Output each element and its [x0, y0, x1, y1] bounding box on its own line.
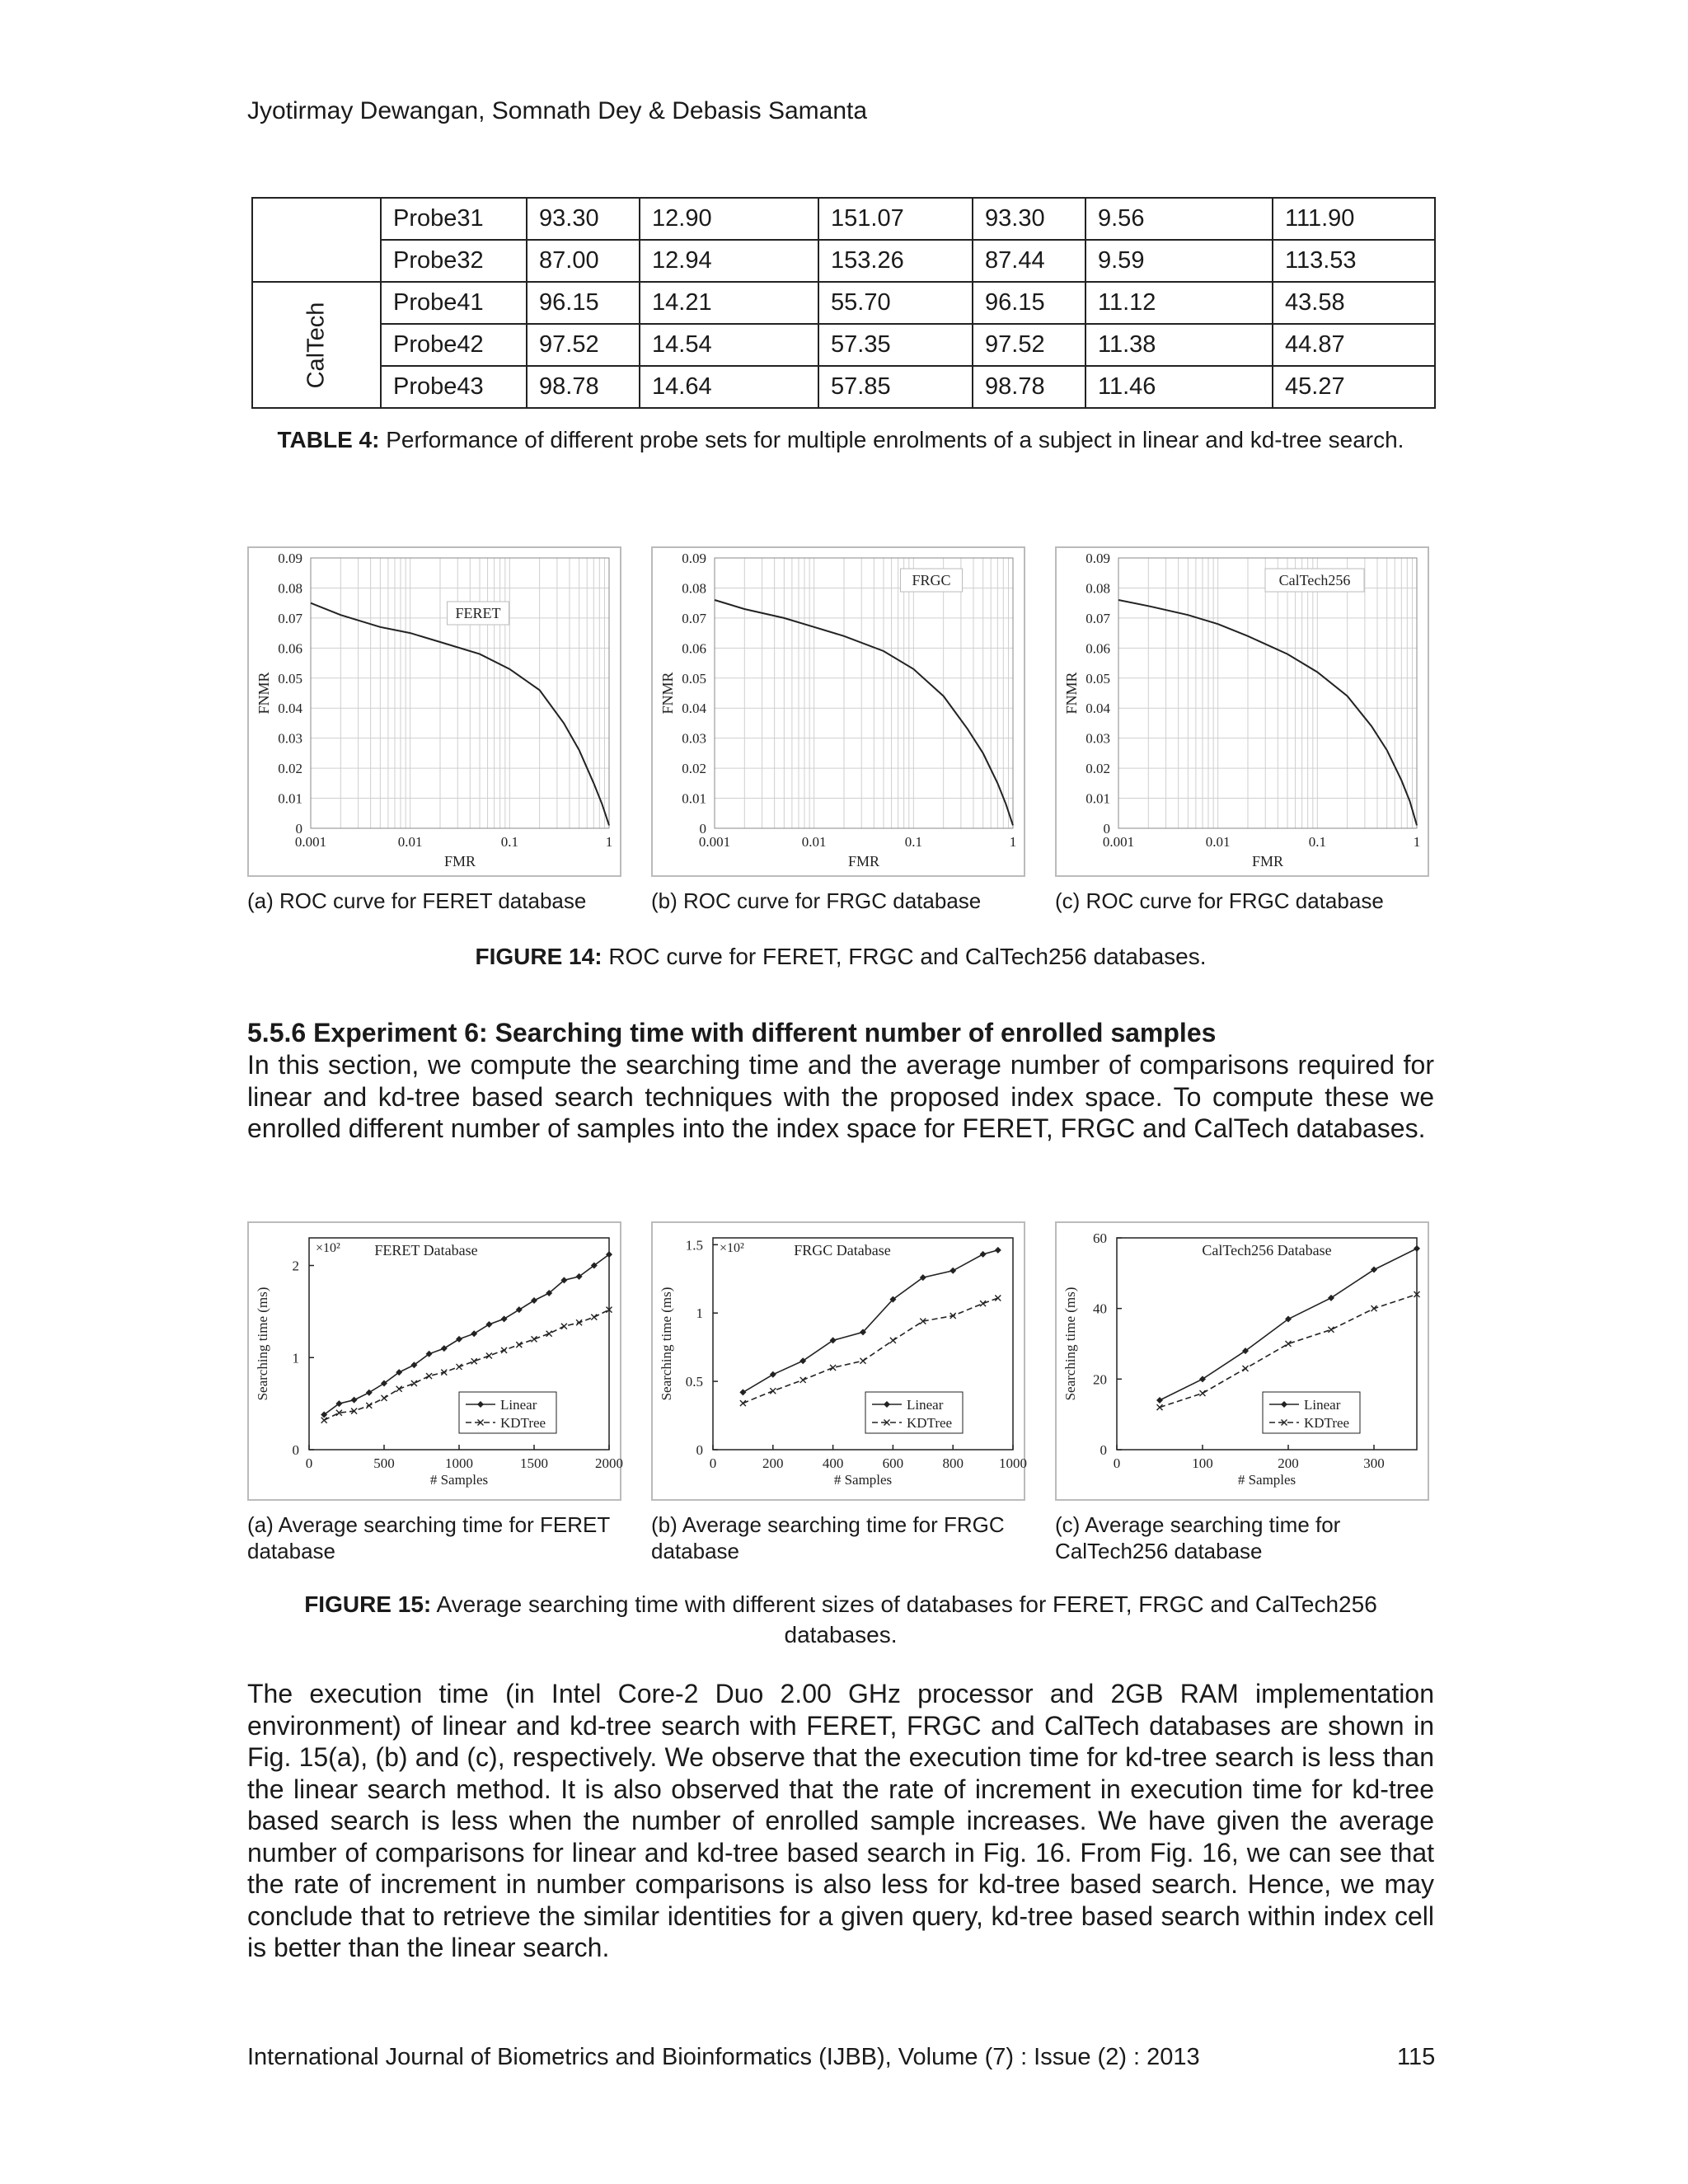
kdtree-point [411, 1380, 417, 1386]
y-tick-label: 20 [1093, 1371, 1107, 1388]
fig14-subcaption-b: (b) ROC curve for FRGC database [651, 888, 982, 913]
linear-point [531, 1297, 537, 1304]
roc-curve-line [1118, 600, 1417, 825]
figure15-caption-label: FIGURE 15: [304, 1591, 432, 1617]
section-heading: 5.5.6 Experiment 6: Searching time with different number of enrolled samples [247, 1018, 1217, 1047]
kdtree-point [501, 1347, 507, 1353]
y-tick-label: 0.05 [1085, 670, 1110, 687]
table-cell: 96.15 [527, 282, 640, 324]
y-tick-label: 0 [1100, 1442, 1107, 1458]
table-cell: Probe41 [381, 282, 527, 324]
fig15-subcaption-c: (c) Average searching time for CalTech256 database [1055, 1512, 1341, 1563]
linear-point [980, 1251, 987, 1258]
roc-chart-caltech [1055, 546, 1429, 877]
y-tick-label: 0.01 [1085, 790, 1110, 807]
table-cell: 97.52 [527, 324, 640, 366]
linear-point [456, 1336, 462, 1343]
y-tick-label: 0.01 [278, 790, 302, 807]
y-axis-label: Searching time (ms) [255, 1286, 270, 1401]
chart-title: CalTech256 [1278, 572, 1351, 588]
table-cell: 14.64 [640, 366, 818, 408]
table-cell: 55.70 [818, 282, 973, 324]
y-tick-label: 1 [292, 1350, 299, 1366]
linear-series-line [743, 1250, 997, 1393]
table-cell: Probe32 [381, 240, 527, 282]
y-tick-label: 0.06 [278, 640, 302, 657]
linear-point [1156, 1397, 1163, 1404]
table-row [252, 366, 1435, 408]
y-tick-label: 0.03 [682, 730, 706, 747]
x-tick-label: 800 [942, 1455, 964, 1471]
table-cell: 98.78 [527, 366, 640, 408]
kdtree-point [1329, 1327, 1334, 1333]
table-cell: 87.44 [973, 240, 1085, 282]
y-tick-label: 0.02 [1085, 761, 1110, 777]
table-cell: 12.94 [640, 240, 818, 282]
table-row [252, 282, 1435, 324]
x-tick-label: 0 [1113, 1455, 1121, 1471]
linear-point [516, 1306, 523, 1313]
x-tick-label: 1 [1009, 834, 1017, 850]
y-tick-label: 0.01 [682, 790, 706, 807]
table-cell: 11.38 [1085, 324, 1273, 366]
kdtree-point [591, 1315, 597, 1320]
table-cell: 93.30 [973, 198, 1085, 240]
kdtree-point [471, 1358, 477, 1364]
y-tick-label: 2 [292, 1258, 299, 1274]
y-tick-label: 1.5 [685, 1237, 703, 1254]
y-tick-label: 0 [292, 1442, 299, 1458]
x-tick-label: 1500 [520, 1455, 548, 1471]
kdtree-point [396, 1386, 402, 1392]
y-tick-label: 0.04 [1085, 701, 1110, 717]
kdtree-series-line [1160, 1295, 1417, 1408]
y-axis-label: Searching time (ms) [659, 1286, 674, 1401]
y-tick-label: 0.09 [1085, 551, 1110, 566]
y-axis-label: FNMR [1063, 672, 1080, 715]
kdtree-point [800, 1377, 806, 1383]
y-tick-label: 0.02 [682, 761, 706, 777]
roc-curve-line [715, 600, 1013, 825]
y-tick-label: 0 [295, 821, 302, 837]
legend-linear-label: Linear [1304, 1397, 1341, 1413]
fig15-subcaption-b: (b) Average searching time for FRGC database [651, 1512, 1005, 1563]
y-tick-label: 0.08 [1085, 580, 1110, 597]
legend-linear-label: Linear [907, 1397, 944, 1413]
table-group-cell-empty [252, 198, 381, 282]
kdtree-point [995, 1295, 1001, 1301]
kdtree-point [321, 1418, 327, 1423]
y-tick-label: 0.5 [685, 1374, 703, 1390]
table-cell: 96.15 [973, 282, 1085, 324]
kdtree-point [980, 1301, 986, 1306]
linear-point [739, 1389, 746, 1395]
y-tick-label: 0 [696, 1442, 703, 1458]
roc-chart-frgc [651, 546, 1025, 877]
roc-chart-feret [247, 546, 621, 877]
linear-point [441, 1345, 448, 1352]
plot-frame [1118, 558, 1417, 828]
kdtree-point [1243, 1366, 1249, 1371]
fig14-subcaption-c: (c) ROC curve for FRGC database [1055, 888, 1384, 913]
table-caption-label: TABLE 4: [277, 427, 380, 452]
plot-frame [713, 1238, 1013, 1450]
kdtree-point [860, 1358, 866, 1364]
x-tick-label: 2000 [595, 1455, 623, 1471]
x-tick-label: 0.01 [801, 834, 827, 850]
kdtree-point [830, 1365, 836, 1371]
table-cell: 153.26 [818, 240, 973, 282]
linear-series-line [1160, 1249, 1417, 1400]
table-cell: 9.56 [1085, 198, 1273, 240]
x-tick-label: 0.001 [698, 834, 731, 850]
y-tick-label: 0.03 [1085, 730, 1110, 747]
table-group-label: CalTech [302, 302, 330, 388]
y-tick-label: 40 [1093, 1301, 1107, 1317]
linear-point [351, 1397, 358, 1404]
y-axis-label: FNMR [659, 672, 676, 715]
kdtree-point [486, 1353, 492, 1359]
table-cell: Probe31 [381, 198, 527, 240]
figure15-caption-text: Average searching time with different sizes of databases for FERET, FRGC and CalTech256 databases. [436, 1591, 1377, 1647]
table-cell: 11.46 [1085, 366, 1273, 408]
table-row [252, 198, 1435, 240]
linear-point [366, 1390, 373, 1396]
time-chart-frgc [651, 1221, 1025, 1501]
y-tick-label: 0.02 [278, 761, 302, 777]
linear-series-line [324, 1254, 609, 1414]
y-tick-label: 0.05 [278, 670, 302, 687]
linear-point [950, 1268, 956, 1274]
table-row [252, 324, 1435, 366]
kdtree-point [426, 1373, 432, 1379]
table-cell: 93.30 [527, 198, 640, 240]
table-cell: 111.90 [1273, 198, 1435, 240]
kdtree-point [770, 1388, 776, 1394]
fig15-subcaption-a: (a) Average searching time for FERET database [247, 1512, 610, 1563]
running-header: Jyotirmay Dewangan, Somnath Dey & Debasis Samanta [247, 97, 868, 124]
linear-point [995, 1247, 1001, 1254]
legend-kdtree-label: KDTree [1304, 1415, 1350, 1431]
table-cell: 14.21 [640, 282, 818, 324]
table-cell: 97.52 [973, 324, 1085, 366]
kdtree-point [382, 1395, 387, 1401]
table-cell: 113.53 [1273, 240, 1435, 282]
x-tick-label: 100 [1192, 1455, 1213, 1471]
linear-point [1414, 1245, 1420, 1252]
table-cell: 43.58 [1273, 282, 1435, 324]
y-tick-label: 0.09 [682, 551, 706, 566]
time-chart-feret [247, 1221, 621, 1501]
x-tick-label: 0.01 [1205, 834, 1231, 850]
kdtree-point [457, 1364, 462, 1370]
table-cell: 11.12 [1085, 282, 1273, 324]
figure14-caption-label: FIGURE 14: [475, 944, 603, 969]
table-cell: 57.85 [818, 366, 973, 408]
roc-curve-line [311, 603, 609, 826]
table-cell: 14.54 [640, 324, 818, 366]
kdtree-point [546, 1331, 552, 1337]
x-tick-label: 0 [709, 1455, 717, 1471]
table-cell: Probe42 [381, 324, 527, 366]
linear-point [501, 1315, 508, 1322]
y-tick-label: 0.04 [682, 701, 706, 717]
y-axis-label: Searching time (ms) [1062, 1286, 1078, 1401]
y-tick-label: 0.08 [278, 580, 302, 597]
axis-multiplier: ×10² [316, 1241, 340, 1255]
linear-point [770, 1371, 776, 1378]
linear-point [485, 1321, 492, 1328]
y-tick-label: 1 [696, 1305, 703, 1322]
x-axis-label: # Samples [429, 1472, 489, 1488]
table-cell: 12.90 [640, 198, 818, 240]
y-tick-label: 0.06 [1085, 640, 1110, 657]
plot-frame [311, 558, 609, 828]
y-tick-label: 0.03 [278, 730, 302, 747]
chart-title: FRGC Database [794, 1242, 891, 1258]
table-cell: 87.00 [527, 240, 640, 282]
data-table [251, 197, 1436, 409]
kdtree-point [1200, 1390, 1206, 1396]
legend-kdtree-label: KDTree [500, 1415, 546, 1431]
x-axis-label: FMR [1251, 853, 1284, 869]
x-tick-label: 0 [305, 1455, 313, 1471]
figure15-caption [247, 1589, 1434, 1650]
x-axis-label: FMR [847, 853, 880, 869]
y-tick-label: 0.06 [682, 640, 706, 657]
x-tick-label: 0.1 [1308, 834, 1326, 850]
kdtree-point [516, 1342, 522, 1347]
table-cell: 151.07 [818, 198, 973, 240]
axis-multiplier: ×10² [720, 1241, 744, 1255]
y-tick-label: 0.08 [682, 580, 706, 597]
x-axis-label: # Samples [833, 1472, 893, 1488]
x-tick-label: 200 [1278, 1455, 1299, 1471]
kdtree-point [740, 1400, 746, 1406]
x-tick-label: 300 [1363, 1455, 1385, 1471]
kdtree-point [366, 1403, 372, 1408]
chart-title: FERET [455, 605, 501, 621]
table-cell: 9.59 [1085, 240, 1273, 282]
x-tick-label: 1 [1413, 834, 1421, 850]
y-tick-label: 0.07 [278, 610, 302, 626]
plot-frame [715, 558, 1013, 828]
x-tick-label: 0.001 [1102, 834, 1135, 850]
y-tick-label: 0.07 [1085, 610, 1110, 626]
legend-linear-label: Linear [500, 1397, 537, 1413]
figure14-caption-text: ROC curve for FERET, FRGC and CalTech256 databases. [608, 944, 1207, 969]
kdtree-series-line [743, 1298, 997, 1404]
y-tick-label: 0 [699, 821, 706, 837]
table-cell: 45.27 [1273, 366, 1435, 408]
footer-journal: International Journal of Biometrics and Bioinformatics (IJBB), Volume (7) : Issue (2) : 2013 [247, 2044, 1200, 2070]
fig14-subcaption-a: (a) ROC curve for FERET database [247, 888, 587, 913]
table-group-cell [252, 282, 381, 408]
section-paragraph: In this section, we compute the searching time and the average number of comparisons required for linear and kd-tree based search techniques with the proposed index space. To compute these we enrolled different number of samples into the index space for FERET, FRGC and CalTech databases. [247, 1050, 1434, 1143]
kdtree-point [890, 1338, 896, 1343]
legend-kdtree-label: KDTree [907, 1415, 953, 1431]
y-tick-label: 0 [1103, 821, 1110, 837]
x-axis-label: FMR [443, 853, 476, 869]
table-cell: 57.35 [818, 324, 973, 366]
kdtree-point [532, 1336, 537, 1342]
table-cell: 44.87 [1273, 324, 1435, 366]
x-axis-label: # Samples [1237, 1472, 1296, 1488]
table-cell: Probe43 [381, 366, 527, 408]
linear-point [471, 1330, 477, 1337]
figure14-caption [247, 941, 1434, 972]
y-tick-label: 60 [1093, 1230, 1107, 1246]
time-chart-caltech [1055, 1221, 1429, 1501]
table-caption [247, 424, 1434, 455]
x-tick-label: 1000 [445, 1455, 473, 1471]
table-row [252, 240, 1435, 282]
kdtree-point [561, 1324, 567, 1329]
page-number: 115 [1397, 2044, 1436, 2070]
x-tick-label: 200 [762, 1455, 784, 1471]
chart-title: CalTech256 Database [1202, 1242, 1332, 1258]
y-axis-label: FNMR [256, 672, 272, 715]
chart-title: FRGC [912, 572, 951, 588]
y-tick-label: 0.04 [278, 701, 302, 717]
body-paragraph: The execution time (in Intel Core-2 Duo 2.00 GHz processor and 2GB RAM implementation environment) of linear and kd-tree search with FERET, FRGC and CalTech databases are shown in Fig. 15(a), (b) and (c), respectively. We observe that the execution time for kd-tree search is less than the linear search method. It is also observed that the rate of increment in execution time for kd-tree based search is less when the number of enrolled sample increases. We have given the average number of comparisons for linear and kd-tree based search in Fig. 16. From Fig. 16, we can see that the rate of increment in number comparisons is also less for kd-tree based search. Hence, we may conclude that to retrieve the similar identities for a given query, kd-tree based search within index cell is better than the linear search. [247, 1679, 1434, 1962]
x-tick-label: 0.1 [500, 834, 518, 850]
chart-title: FERET Database [374, 1242, 478, 1258]
x-tick-label: 600 [882, 1455, 904, 1471]
x-tick-label: 0.001 [294, 834, 327, 850]
table-cell: 98.78 [973, 366, 1085, 408]
y-tick-label: 0.05 [682, 670, 706, 687]
x-tick-label: 1000 [999, 1455, 1027, 1471]
x-tick-label: 0.01 [397, 834, 423, 850]
table-caption-text: Performance of different probe sets for multiple enrolments of a subject in linear and kd-tree search. [386, 427, 1404, 452]
x-tick-label: 400 [822, 1455, 844, 1471]
y-tick-label: 0.07 [682, 610, 706, 626]
x-tick-label: 1 [605, 834, 613, 850]
x-tick-label: 500 [373, 1455, 395, 1471]
y-tick-label: 0.09 [278, 551, 302, 566]
x-tick-label: 0.1 [904, 834, 922, 850]
